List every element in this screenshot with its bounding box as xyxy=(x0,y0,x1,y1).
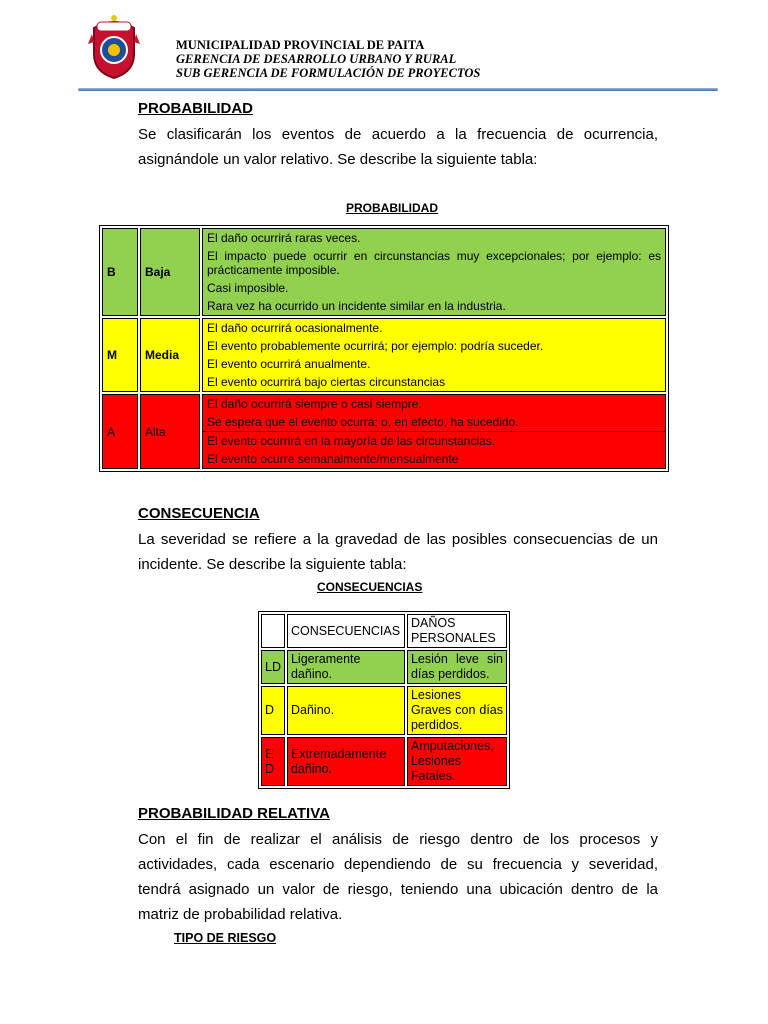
description-line: El evento ocurre semanalmente/mensualmente xyxy=(207,452,459,466)
consequence-code: D xyxy=(261,686,285,735)
consequence-code xyxy=(261,737,285,786)
consequence-table xyxy=(258,611,510,789)
consequence-code-line: E xyxy=(265,746,274,761)
consequence-text: Ligeramente dañino. xyxy=(287,650,405,684)
consequence-row-slight xyxy=(261,650,507,684)
probability-description xyxy=(202,394,666,469)
probability-paragraph: Se clasificarán los eventos de acuerdo a la frecuencia de ocurrencia, asignándole un valor relativo. Se describe la siguiente tabla: xyxy=(138,126,658,168)
description-line: El evento ocurrirá bajo ciertas circunstancias xyxy=(207,375,446,389)
relative-probability-heading: PROBABILIDAD RELATIVA xyxy=(138,805,330,822)
probability-description xyxy=(202,228,666,316)
damage-text: Lesión leve sin días perdidos. xyxy=(407,650,507,684)
consequence-text: Extremadamente dañino. xyxy=(287,737,405,786)
consequence-row-extreme xyxy=(261,737,507,786)
municipality-crest-logo xyxy=(88,14,140,80)
consequence-text: Dañino. xyxy=(287,686,405,735)
header-rule xyxy=(78,88,718,91)
description-line: Rara vez ha ocurrido un incidente similar en la industria. xyxy=(207,299,506,313)
consequence-column-header: CONSECUENCIAS xyxy=(287,614,405,648)
probability-code: A xyxy=(102,394,138,469)
probability-level: Alta xyxy=(140,394,200,469)
consequence-table-caption: CONSECUENCIAS xyxy=(317,580,423,594)
probability-row-medium xyxy=(102,318,666,392)
municipality-name: MUNICIPALIDAD PROVINCIAL DE PAITA xyxy=(176,38,425,52)
probability-table-caption: PROBABILIDAD xyxy=(346,201,438,215)
description-line: El daño ocurrirá raras veces. xyxy=(207,231,361,245)
damage-text: Lesiones Graves con días perdidos. xyxy=(407,686,507,735)
damage-column-header: DAÑOS PERSONALES xyxy=(407,614,507,648)
probability-code: M xyxy=(102,318,138,392)
probability-heading: PROBABILIDAD xyxy=(138,100,253,117)
consequence-row-harmful xyxy=(261,686,507,735)
probability-code: B xyxy=(102,228,138,316)
probability-table xyxy=(99,225,669,472)
consequence-code: LD xyxy=(261,650,285,684)
description-line: El daño ocurrirá siempre o casi siempre. xyxy=(207,397,422,411)
consequence-heading: CONSECUENCIA xyxy=(138,505,260,522)
probability-level: Baja xyxy=(140,228,200,316)
probability-row-low xyxy=(102,228,666,316)
risk-type-subheading: TIPO DE RIESGO xyxy=(174,931,277,945)
probability-row-high xyxy=(102,394,666,469)
page-header xyxy=(0,0,768,100)
consequence-header-row xyxy=(261,614,507,648)
description-line: El evento probablemente ocurrirá; por ejemplo: podría suceder. xyxy=(207,339,544,353)
probability-description xyxy=(202,318,666,392)
description-line: El evento ocurrirá en la mayoría de las circunstancias. xyxy=(207,434,496,448)
relative-probability-paragraph: Con el fin de realizar el análisis de riesgo dentro de los procesos y actividades, cada escenario dependiendo de su frecuencia y severidad, tendrá asignado un valor de riesgo, teniendo una ubicación dentro de la matriz de probabilidad relativa. xyxy=(138,831,658,923)
sub-department-name: SUB GERENCIA DE FORMULACIÓN DE PROYECTOS xyxy=(176,66,481,80)
consequence-code-line: D xyxy=(265,761,275,776)
probability-level: Media xyxy=(140,318,200,392)
description-line: El impacto puede ocurrir en circunstancias muy excepcionales; por ejemplo: es prácticamente imposible. xyxy=(207,249,661,277)
description-line: Casi imposible. xyxy=(207,281,289,295)
description-line: El daño ocurrirá ocasionalmente. xyxy=(207,321,383,335)
department-name: GERENCIA DE DESARROLLO URBANO Y RURAL xyxy=(176,52,457,66)
consequence-paragraph: La severidad se refiere a la gravedad de las posibles consecuencias de un incidente. Se describe la siguiente tabla: xyxy=(138,531,658,573)
description-line: Se espera que el evento ocurra; o, en efecto, ha sucedido. xyxy=(203,413,665,432)
description-line: El evento ocurrirá anualmente. xyxy=(207,357,371,371)
damage-text: Amputaciones, Lesiones Fatales. xyxy=(407,737,507,786)
empty-header-cell xyxy=(261,614,285,648)
header-text xyxy=(176,38,480,80)
